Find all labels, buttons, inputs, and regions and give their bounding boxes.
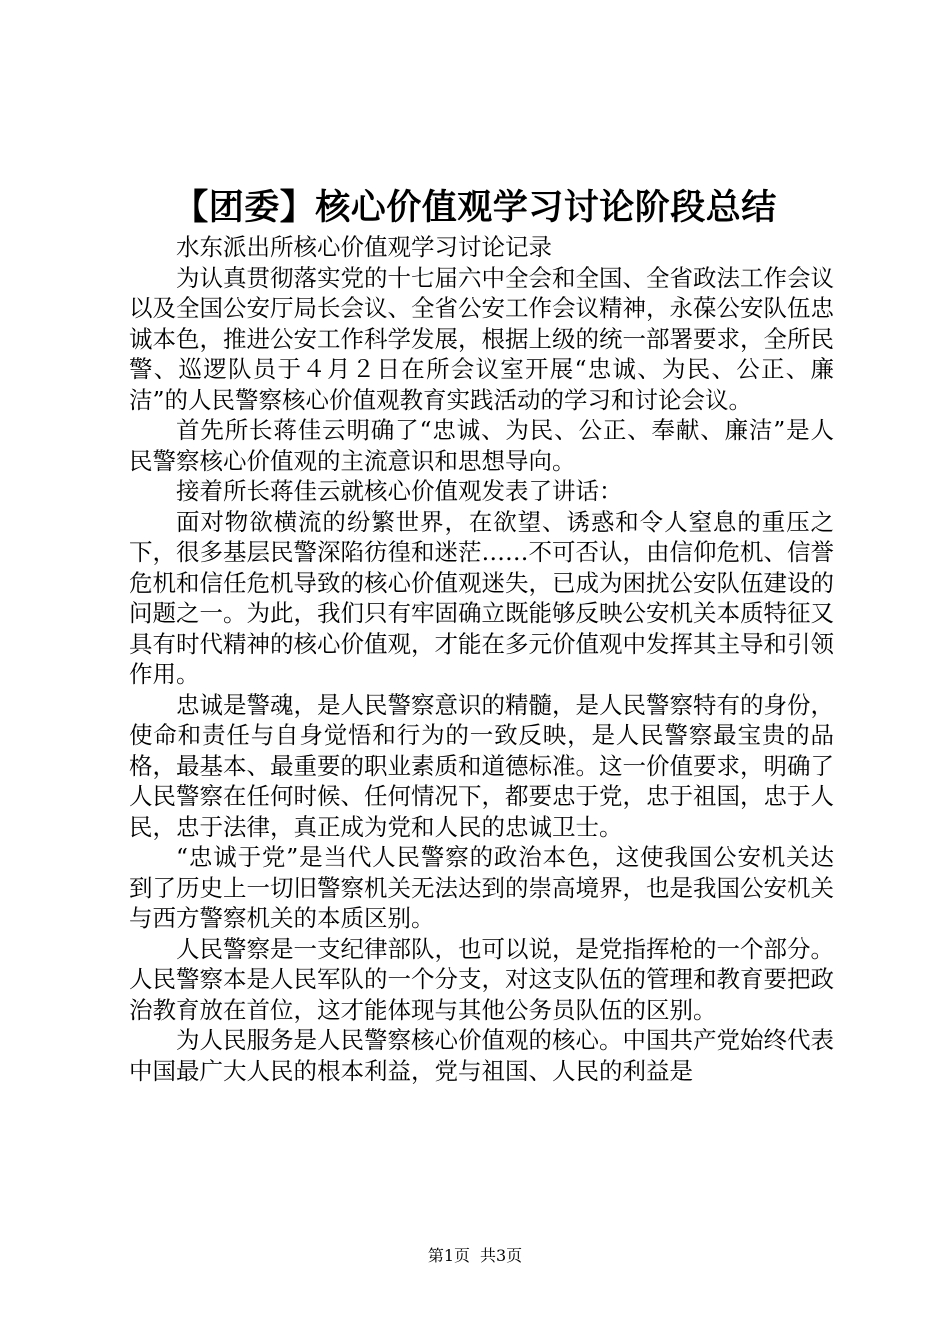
paragraph: 人民警察是一支纪律部队，也可以说，是党指挥枪的一个部分。人民警察本是人民军队的一个分支，对这支队伍的管理和教育要把政治教育放在首位，这才能体现与其他公务员队伍的区别。	[129, 934, 834, 1024]
paragraph: 为认真贯彻落实党的十七届六中全会和全国、全省政法工作会议以及全国公安厅局长会议、全省公安工作会议精神，永葆公安队伍忠诚本色，推进公安工作科学发展，根据上级的统一部署要求，全所民警、巡逻队员于４月２日在所会议室开展“忠诚、为民、公正、廉洁”的人民警察核心价值观教育实践活动的学习和讨论会议。	[129, 263, 834, 414]
paragraph: 忠诚是警魂，是人民警察意识的精髓，是人民警察特有的身份，使命和责任与自身觉悟和行为的一致反映，是人民警察最宝贵的品格，最基本、最重要的职业素质和道德标准。这一价值要求，明确了人民警察在任何时候、任何情况下，都要忠于党，忠于祖国，忠于人民，忠于法律，真正成为党和人民的忠诚卫士。	[129, 690, 834, 841]
document-body	[129, 232, 834, 1086]
paragraph: 为人民服务是人民警察核心价值观的核心。中国共产党始终代表中国最广大人民的根本利益，党与祖国、人民的利益是	[129, 1026, 834, 1085]
paragraph: 首先所长蒋佳云明确了“忠诚、为民、公正、奉献、廉洁”是人民警察核心价值观的主流意识和思想导向。	[129, 416, 834, 475]
document-title: 【团委】核心价值观学习讨论阶段总结	[173, 188, 777, 228]
page-number-current: 第1页	[427, 1246, 470, 1265]
page-footer	[0, 1244, 950, 1268]
page-number-total: 共3页	[480, 1246, 523, 1265]
paragraph: 接着所长蒋佳云就核心价值观发表了讲话：	[176, 477, 623, 505]
paragraph: 面对物欲横流的纷繁世界，在欲望、诱惑和令人窒息的重压之下，很多基层民警深陷彷徨和迷茫……不可否认，由信仰危机、信誉危机和信任危机导致的核心价值观迷失，已成为困扰公安队伍建设的问题之一。为此，我们只有牢固确立既能够反映公安机关本质特征又具有时代精神的核心价值观，才能在多元价值观中发挥其主导和引领作用。	[129, 507, 834, 688]
paragraph: “忠诚于党”是当代人民警察的政治本色，这使我国公安机关达到了历史上一切旧警察机关无法达到的崇高境界，也是我国公安机关与西方警察机关的本质区别。	[129, 843, 834, 932]
paragraph-subtitle: 水东派出所核心价值观学习讨论记录	[176, 233, 552, 261]
